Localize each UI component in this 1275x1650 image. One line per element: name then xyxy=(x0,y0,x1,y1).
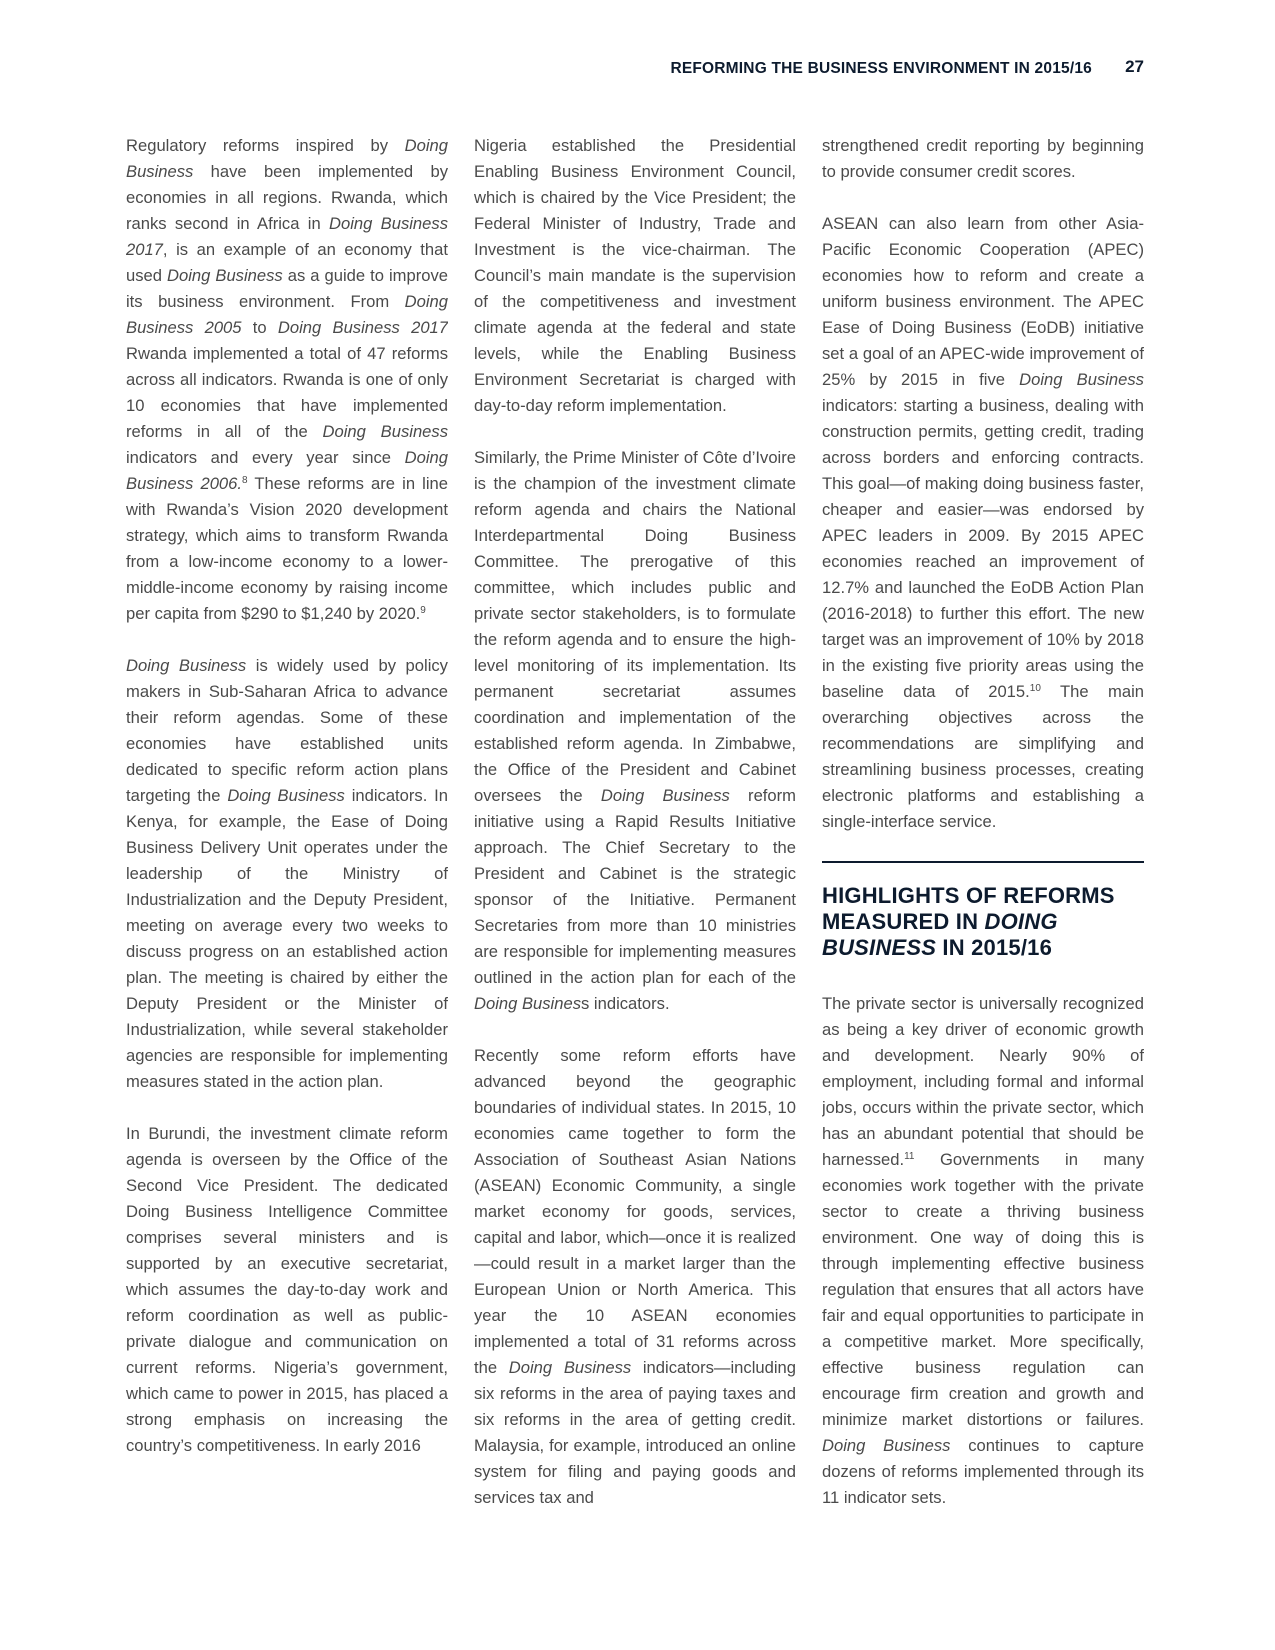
text-column-1 xyxy=(126,133,448,1533)
paragraph-rwanda: Regulatory reforms inspired by Doing Business have been implemented by economies in all regions. Rwanda, which ranks second in Africa in Doing Business 2017, is an example of an economy that used Doing Business as a guide to improve its business environment. From Doing Business 2005 to Doing Business 2017 Rwanda implemented a total of 47 reforms across all indicators. Rwanda is one of only 10 economies that have implemented reforms in all of the Doing Business indicators and every year since Doing Business 2006.$^8$ These reforms are in line with Rwanda’s Vision 2020 development strategy, which aims to transform Rwanda from a low-income economy to a lower-middle-income economy by raising income per capita from $290 to $1,240 by 2020.$^9$ xyxy=(126,136,448,623)
paragraph-nigeria: Nigeria established the Presidential Enabling Business Environment Council, which is chaired by the Vice President; the Federal Minister of Industry, Trade and Investment is the vice-chairman. The Council’s main mandate is the supervision of the competitiveness and investment climate agenda at the federal and state levels, while the Enabling Business Environment Secretariat is charged with day-to-day reform implementation. xyxy=(474,136,796,415)
paragraph-asean: Recently some reform efforts have advanced beyond the geographic boundaries of individual states. In 2015, 10 economies came together to form the Association of Southeast Asian Nations (ASEAN) Economic Community, a single market economy for goods, services, capital and labor, which—once it is realized—could result in a market larger than the European Union or North America. This year the 10 ASEAN economies implemented a total of 31 reforms across the Doing Business indicators—including six reforms in the area of paying taxes and six reforms in the area of getting credit. Malaysia, for example, introduced an online system for filing and paying goods and services tax and xyxy=(474,1046,796,1507)
footnote-ref-10: 10 xyxy=(1029,683,1041,694)
paragraph-credit: strengthened credit reporting by beginning to provide consumer credit scores. xyxy=(822,136,1144,181)
paragraph-kenya: Doing Business is widely used by policy makers in Sub-Saharan Africa to advance their reform agendas. Some of these economies have established units dedicated to specific reform action plans targeting the Doing Business indicators. In Kenya, for example, the Ease of Doing Business Delivery Unit operates under the leadership of the Ministry of Industrialization and the Deputy President, meeting on average every two weeks to discuss progress on an established action plan. The meeting is chaired by either the Deputy President or the Minister of Industrialization, while several stakeholder agencies are responsible for implementing measures stated in the action plan. xyxy=(126,656,448,1091)
paragraph-cote-divoire: Similarly, the Prime Minister of Côte d’Ivoire is the champion of the investment climate reform agenda and chairs the National Interdepartmental Doing Business Committee. The prerogative of this committee, which includes public and private sector stakeholders, is to formulate the reform agenda and to ensure the high-level monitoring of its implementation. Its permanent secretariat assumes coordination and implementation of the established reform agenda. In Zimbabwe, the Office of the President and Cabinet oversees the Doing Business reform initiative using a Rapid Results Initiative approach. The Chief Secretary to the President and Cabinet is the strategic sponsor of the Initiative. Permanent Secretaries from more than 10 ministries are responsible for implementing measures outlined in the action plan for each of the Doing Business indicators. xyxy=(474,448,796,1013)
text-column-3 xyxy=(822,133,1144,1533)
section-divider xyxy=(822,861,1144,863)
paragraph-burundi: In Burundi, the investment climate reform agenda is overseen by the Office of the Second Vice President. The dedicated Doing Business Intelligence Committee comprises several ministers and is supported by an executive secretariat, which assumes the day-to-day work and reform coordination as well as public-private dialogue and communication on current reforms. Nigeria’s government, which came to power in 2015, has placed a strong emphasis on increasing the country’s competitiveness. In early 2016 xyxy=(126,1124,448,1455)
text-column-2 xyxy=(474,133,796,1533)
footnote-ref-8: 8 xyxy=(242,475,248,486)
paragraph-apec: ASEAN can also learn from other Asia-Pacific Economic Cooperation (APEC) economies how to reform and create a uniform business environment. The APEC Ease of Doing Business (EoDB) initiative set a goal of an APEC-wide improvement of 25% by 2015 in five Doing Business indicators: starting a business, dealing with construction permits, getting credit, trading across borders and enforcing contracts. This goal—of making doing business faster, cheaper and easier—was endorsed by APEC leaders in 2009. By 2015 APEC economies reached an improvement of 12.7% and launched the EoDB Action Plan (2016-2018) to further this effort. The new target was an improvement of 10% by 2018 in the existing five priority areas using the baseline data of 2015.10 The main overarching objectives across the recommendations are simplifying and streamlining business processes, creating electronic platforms and establishing a single-interface service. xyxy=(822,214,1144,831)
running-header-title: REFORMING THE BUSINESS ENVIRONMENT IN 2015/16 xyxy=(670,60,1092,77)
footnote-ref-11: 11 xyxy=(904,1151,915,1162)
footnote-ref-9: 9 xyxy=(420,605,426,616)
paragraph-private-sector: The private sector is universally recognized as being a key driver of economic growth and development. Nearly 90% of employment, including formal and informal jobs, occurs within the private sector, which has an abundant potential that should be harnessed.$^{11}$ Governments in many economies work together with the private sector to create a thriving business environment. One way of doing this is through implementing effective business regulation that ensures that all actors have fair and equal opportunities to participate in a competitive market. More specifically, effective business regulation can encourage firm creation and growth and minimize market distortions or failures. Doing Business continues to capture dozens of reforms implemented through its 11 indicator sets. xyxy=(822,994,1144,1507)
section-heading: HIGHLIGHTS OF REFORMS MEASURED IN DOING BUSINESS IN 2015/16 xyxy=(822,883,1115,960)
page-number: 27 xyxy=(1125,57,1144,76)
